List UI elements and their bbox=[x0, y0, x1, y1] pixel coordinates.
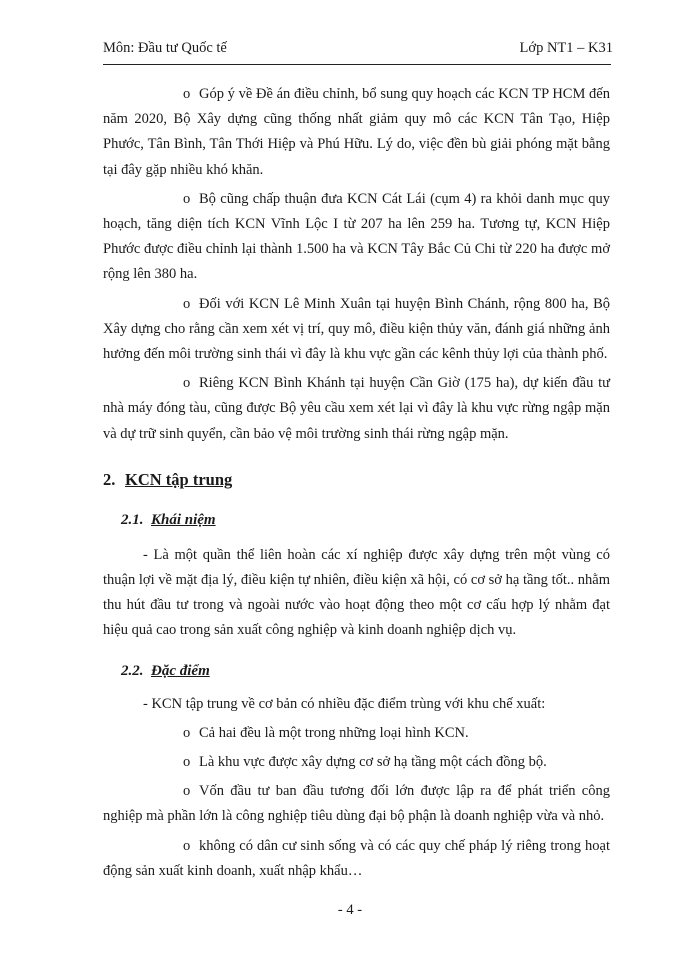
bullet-paragraph bbox=[103, 82, 610, 183]
bullet-marker: o bbox=[183, 783, 191, 800]
bullet-paragraph bbox=[103, 371, 610, 447]
page-content bbox=[103, 82, 610, 884]
bullet-text: Đối với KCN Lê Minh Xuân tại huyện Bình Chánh, rộng 800 ha, Bộ Xây dựng cho rằng cần xem xét vị trí, quy mô, điều kiện thủy văn, đánh giá những ảnh hưởng đến môi trường sinh thái vì đây là khu vực gần các kênh thủy lợi của thành phố. bbox=[103, 295, 610, 363]
bullet-marker: o bbox=[183, 724, 191, 741]
definition-paragraph: - Là một quần thể liên hoàn các xí nghiệp được xây dựng trên một vùng có thuận lợi về mặt địa lý, điều kiện tự nhiên, điều kiện xã hội, có cơ sở hạ tầng tốt.. nhằm thu hút đầu tư trong và ngoài nước vào hoạt động theo một cơ cấu hợp lý nhằm đạt hiệu quả cao trong sản xuất công nghiệp và kinh doanh nghiệp dịch vụ. bbox=[103, 546, 610, 639]
bullet-text: Cả hai đều là một trong những loại hình KCN. bbox=[199, 724, 469, 741]
bullet-text: Là khu vực được xây dựng cơ sở hạ tầng một cách đồng bộ. bbox=[199, 754, 547, 771]
bullet-marker: o bbox=[183, 190, 191, 207]
bullet-paragraph bbox=[103, 292, 610, 368]
subsection-heading bbox=[103, 507, 610, 533]
features-intro: - KCN tập trung về cơ bản có nhiều đặc điểm trùng với khu chế xuất: bbox=[143, 695, 546, 712]
bullet-paragraph bbox=[103, 721, 610, 746]
bullet-marker: o bbox=[183, 375, 191, 392]
header-class: Lớp NT1 – K31 bbox=[519, 40, 613, 56]
section-number: 2. bbox=[103, 469, 116, 489]
bullet-paragraph bbox=[103, 834, 610, 884]
bullet-marker: o bbox=[183, 86, 191, 102]
header-subject: Môn: Đầu tư Quốc tế bbox=[103, 40, 227, 56]
bullet-text: Góp ý về Đề án điều chỉnh, bổ sung quy hoạch các KCN TP HCM đến năm 2020, Bộ Xây dựng cũng thống nhất giảm quy mô các KCN Tân Tạo, Hiệp Phước, Tân Bình, Tân Thới Hiệp và Phú Hữu. Lý do, việc đền bù giải phóng mặt bằng tại đây gặp nhiều khó khăn. bbox=[103, 86, 610, 178]
bullet-text: Vốn đầu tư ban đầu tương đối lớn được lập ra để phát triển công nghiệp mà phần lớn là công nghiệp tiêu dùng đại bộ phận là doanh nghiệp vừa và nhỏ. bbox=[103, 783, 610, 825]
header-rule bbox=[103, 64, 611, 65]
subsection-title: Đặc điểm bbox=[151, 662, 210, 679]
subsection-title: Khái niệm bbox=[151, 511, 216, 528]
bullet-text: Bộ cũng chấp thuận đưa KCN Cát Lái (cụm 4) ra khỏi danh mục quy hoạch, tăng diện tích KCN Vĩnh Lộc I từ 207 ha lên 259 ha. Tương tự, KCN Hiệp Phước được điều chỉnh lại thành 1.500 ha và KCN Tây Bắc Củ Chi từ 220 ha được mở rộng lên 380 ha. bbox=[103, 190, 610, 283]
subsection-number: 2.1. bbox=[121, 511, 144, 528]
page-number: - 4 - bbox=[337, 902, 363, 918]
bullet-marker: o bbox=[183, 837, 191, 854]
bullet-text: Riêng KCN Bình Khánh tại huyện Cần Giờ (175 ha), dự kiến đầu tư nhà máy đóng tàu, cũng được Bộ yêu cầu xem xét lại vì đây là khu vực rừng ngập mặn và dự trữ sinh quyển, cần bảo vệ môi trường sinh thái rừng ngập mặn. bbox=[103, 375, 610, 442]
section-heading bbox=[103, 467, 610, 493]
bullet-paragraph bbox=[103, 187, 610, 288]
subsection-number: 2.2. bbox=[121, 662, 144, 679]
bullet-text: không có dân cư sinh sống và có các quy chế pháp lý riêng trong hoạt động sản xuất kinh doanh, xuất nhập khẩu… bbox=[103, 837, 610, 879]
subsection-heading bbox=[103, 658, 610, 684]
bullet-marker: o bbox=[183, 754, 191, 771]
bullet-paragraph bbox=[103, 779, 610, 829]
bullet-paragraph bbox=[103, 750, 610, 775]
section-title: KCN tập trung bbox=[125, 469, 233, 489]
bullet-marker: o bbox=[183, 295, 191, 312]
